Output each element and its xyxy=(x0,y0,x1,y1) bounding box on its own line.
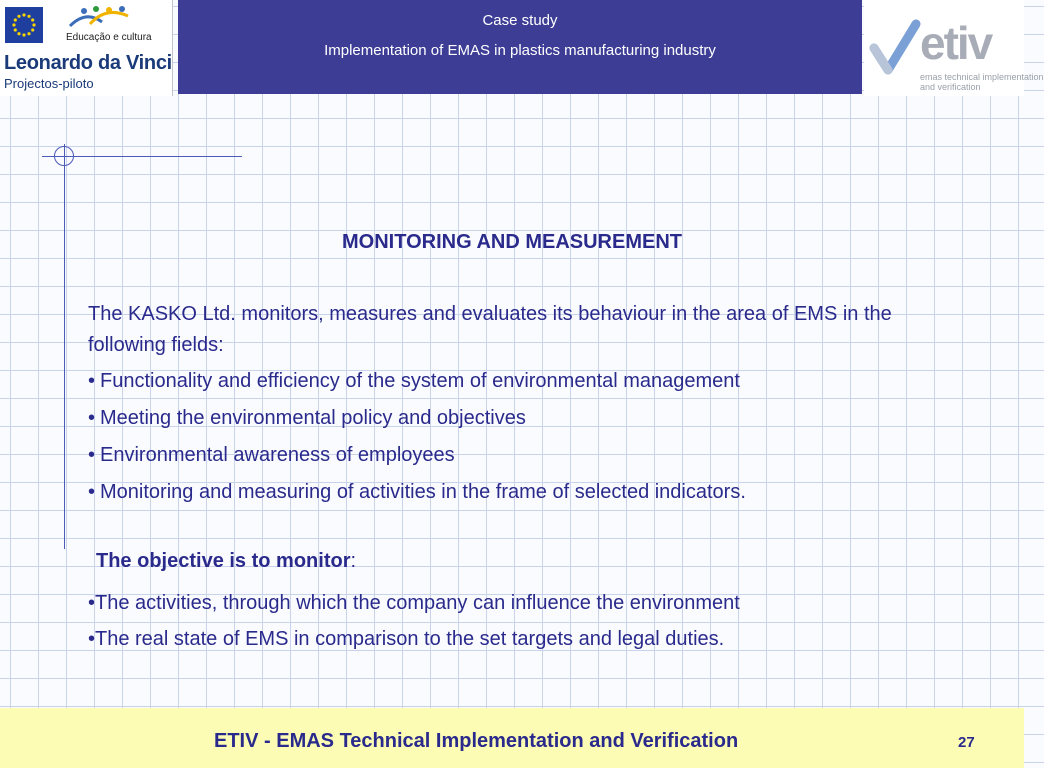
program-label: Educação e cultura xyxy=(66,32,152,43)
bullet-icon: • xyxy=(88,407,96,429)
list-item xyxy=(88,366,968,403)
objective-list xyxy=(88,588,968,660)
bullet-icon: • xyxy=(88,444,96,466)
list-item-text: Functionality and efficiency of the system of environmental management xyxy=(100,370,740,392)
objective-colon: : xyxy=(350,550,357,572)
footer-title: ETIV - EMAS Technical Implementation and Verification xyxy=(214,730,739,752)
list-item-text: Environmental awareness of employees xyxy=(100,444,455,466)
list-item-text: Monitoring and measuring of activities in the frame of selected indicators. xyxy=(100,481,746,503)
page-number: 27 xyxy=(958,734,975,751)
leonardo-title: Leonardo da Vinci xyxy=(4,52,172,74)
etiv-tagline-line2: and verification xyxy=(920,82,981,92)
intro-paragraph: The KASKO Ltd. monitors, measures and evaluates its behaviour in the area of EMS in the following fields: xyxy=(88,303,892,356)
etiv-tagline-line1: emas technical implementation xyxy=(920,72,1044,82)
etiv-wordmark: etiv xyxy=(920,17,992,69)
leonardo-subtitle: Projectos-piloto xyxy=(4,76,94,91)
slide-subtitle: Implementation of EMAS in plastics manufacturing industry xyxy=(324,42,716,59)
list-item: •The activities, through which the company can influence the environment xyxy=(88,592,740,614)
objective-line xyxy=(96,550,356,573)
objective-label: The objective is to monitor xyxy=(96,550,351,572)
list-item xyxy=(88,440,968,477)
section-heading: MONITORING AND MEASUREMENT xyxy=(342,231,682,253)
slide-category: Case study xyxy=(482,12,558,29)
bullet-icon: • xyxy=(88,370,96,392)
title-band xyxy=(178,0,862,94)
crosshair-vertical-line xyxy=(64,144,65,549)
list-item xyxy=(88,477,968,514)
list-item: •The real state of EMS in comparison to the set targets and legal duties. xyxy=(88,628,725,650)
bullet-icon: • xyxy=(88,481,96,503)
checkmark-icon xyxy=(868,18,920,78)
list-item xyxy=(88,403,968,440)
etiv-logo xyxy=(864,0,1044,96)
education-culture-mark-icon xyxy=(66,4,136,32)
fields-list xyxy=(88,366,968,514)
footer-band xyxy=(0,708,1024,768)
leonardo-da-vinci-logo xyxy=(0,0,173,96)
list-item-text: Meeting the environmental policy and objectives xyxy=(100,407,526,429)
crosshair-circle-icon xyxy=(54,146,74,166)
eu-flag-icon xyxy=(5,7,43,43)
